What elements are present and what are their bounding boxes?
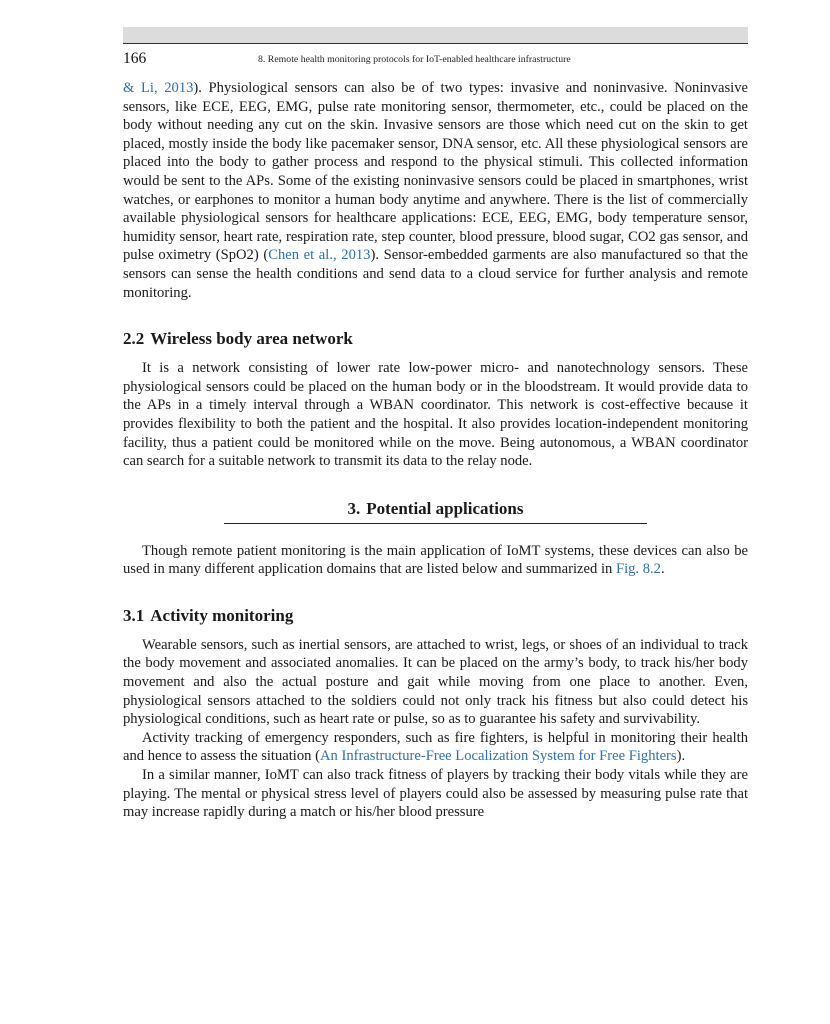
- activity-paragraph-1: Wearable sensors, such as inertial sensors, are attached to wrist, legs, or shoes of an individual to track the body movement and associated anomalies. It can be placed on the army’s body, to track his/her body movement and also the actual posture and gait while moving from one place to another. Even, physiological sensors attached to the soldiers could not only track his fitness but also could detect his physiological conditions, such as heart rate or pulse, so as to guarantee his safety and survivability.: [123, 636, 748, 728]
- applications-intro-paragraph: [123, 542, 748, 579]
- section-3-number: 3.: [347, 498, 361, 518]
- activity-paragraph-2-text: Activity tracking of emergency responders, such as fire fighters, is helpful in monitoring their health and hence to assess the situation (: [123, 729, 748, 765]
- activity-paragraph-2: [123, 729, 748, 766]
- activity-paragraph-3: In a similar manner, IoMT can also track fitness of players by tracking their body vitals while they are playing. The mental or physical stress level of players could also be assessed by measuring pulse rate that may increase rapidly during a match or his/her blood pressure: [123, 767, 748, 821]
- header-band: [123, 27, 748, 43]
- heading-3-1-number: 3.1: [123, 605, 145, 625]
- intro-text: Though remote patient monitoring is the main application of IoMT systems, these devices can also be used in many different application domains that are listed below and summarized in: [123, 542, 748, 578]
- page-number: 166: [123, 50, 147, 67]
- continuation-paragraph: [123, 79, 748, 302]
- citation-link-localization-system[interactable]: An Infrastructure-Free Localization System for Free Fighters: [319, 748, 677, 765]
- intro-end: .: [660, 561, 665, 578]
- heading-2-2-title: Wireless body area network: [150, 329, 353, 349]
- heading-2-2-number: 2.2: [123, 329, 145, 349]
- heading-3-1-title: Activity monitoring: [150, 605, 294, 625]
- continuation-text-2: ). Sensor-embedded garments are also manufactured so that the sensors can sense the health conditions and send data to a cloud service for further analysis and remote monitoring.: [123, 247, 748, 301]
- citation-link-li-2013[interactable]: & Li, 2013: [123, 80, 194, 96]
- citation-link-chen-2013[interactable]: Chen et al., 2013: [268, 247, 371, 264]
- running-head: 8. Remote health monitoring protocols for IoT-enabled healthcare infrastructure: [258, 54, 571, 65]
- heading-2-2: [123, 328, 748, 350]
- heading-3-1: [123, 605, 748, 627]
- page-content: [123, 79, 748, 822]
- section-3-title: Potential applications: [366, 498, 524, 518]
- activity-paragraph-2-end: ).: [676, 748, 686, 765]
- continuation-text-1: ). Physiological sensors can also be of two types: invasive and noninvasive. Noninvasive sensors, like ECE, EEG, EMG, pulse rate monitoring sensor, thermometer, etc., could be placed on the body without needing any cut on the skin. Invasive sensors are those which need cut on the skin to get placed, mostly inside the body like pacemaker sensor, DNA sensor, etc. All these physiological sensors are placed into the body to gather process and respond to the physical stimuli. This collected information would be sent to the APs. Some of the existing noninvasive sensors could be placed in smartphones, wrist watches, or earphones to monitor a human body anytime and anywhere. There is the list of commercially available physiological sensors for healthcare applications: ECE, EEG, EMG, body temperature sensor, humidity sensor, heart rate, respiration rate, step counter, blood pressure, blood sugar, CO2 gas sensor, and pulse oximetry (SpO2) (: [123, 80, 748, 264]
- figure-link-8-2[interactable]: Fig. 8.2: [615, 561, 661, 578]
- wban-paragraph: It is a network consisting of lower rate low-power micro- and nanotechnology sensors. These physiological sensors could be placed on the human body or in the bloodstream. It would provide data to the APs in a timely interval through a WBAN coordinator. This network is cost-effective because it provides flexibility to both the patient and the hospital. It also provides location-independent monitoring facility, thus a patient could be monitored while on the move. Being autonomous, a WBAN coordinator can search for a suitable network to transmit its data to the relay node.: [123, 360, 748, 470]
- header-rule: [123, 43, 748, 44]
- section-3-heading: [224, 498, 647, 524]
